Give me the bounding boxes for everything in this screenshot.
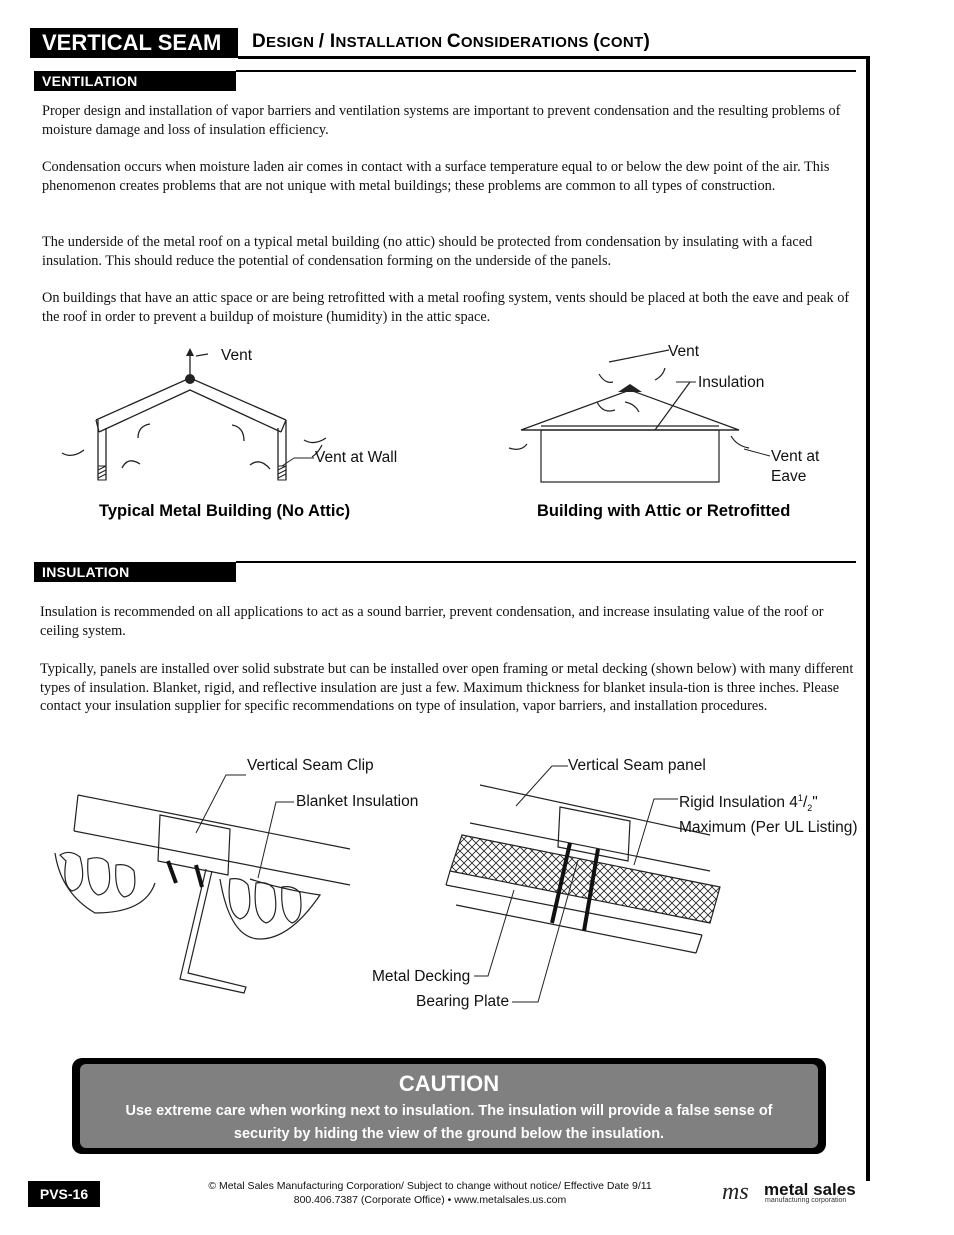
- footer-text: [180, 1179, 680, 1207]
- vent-label: Vent: [221, 347, 253, 364]
- vent-label: Vent: [668, 343, 700, 360]
- insulation-heading: INSULATION: [34, 562, 236, 582]
- figure-caption: Building with Attic or Retrofitted: [537, 502, 791, 520]
- footer-copyright: © Metal Sales Manufacturing Corporation/ Subject to change without notice/ Effective Date 9/11: [208, 1180, 652, 1192]
- insulation-label: Insulation: [698, 374, 765, 391]
- rigid-insulation-line1: Rigid Insulation $4^1/_2$": [679, 793, 818, 814]
- vent-at-eave-line1: Vent at: [771, 448, 820, 465]
- company-logo: ms metal sales manufacturing corporation: [722, 1179, 856, 1205]
- rigid-leader: [634, 797, 678, 867]
- blanket-insulation-label: Blanket Insulation: [296, 793, 419, 810]
- metal-building-diagram: [50, 340, 380, 490]
- metal-decking-label: Metal Decking: [372, 968, 471, 985]
- decking-leader: [474, 888, 516, 978]
- frame-top-rule: [238, 56, 870, 59]
- blanket-leader: [258, 800, 298, 880]
- vertical-seam-panel-label: Vertical Seam panel: [568, 757, 706, 774]
- insulation-paragraph: Insulation is recommended on all applications to act as a sound barrier, prevent condensation, and increase insulating value of the roof or ceiling system.: [40, 604, 824, 639]
- ventilation-paragraph: On buildings that have an attic space or are being retrofitted with a metal roofing system, vents should be placed at both the eave and peak of the roof in order to prevent a buildup of moisture (humidity) in the attic space.: [42, 290, 850, 325]
- ventilation-paragraph: Proper design and installation of vapor barriers and ventilation systems are important to prevent condensation and the resulting problems of moisture damage and loss of insulation efficiency.: [42, 103, 841, 138]
- clip-leader: [196, 765, 246, 835]
- caution-text: Use extreme care when working next to insulation. The insulation will provide a false sense of security by hiding the view of the ground below the insulation.: [125, 1103, 773, 1142]
- page-title: DESIGN / INSTALLATION CONSIDERATIONS (CONT): [252, 31, 651, 52]
- ventilation-paragraph: The underside of the metal roof on a typical metal building (no attic) should be protected from condensation by insulating with a faced insulation. This should reduce the potential of condensation forming on the underside of the panels.: [42, 234, 813, 269]
- bearing-plate-label: Bearing Plate: [416, 993, 510, 1010]
- insulation-rule: [236, 561, 856, 563]
- insulation-paragraph: Typically, panels are installed over solid substrate but can be installed over open framing or metal decking (shown below) with many different types of insulation. Blanket, rigid, and reflective insulation are just a few. Maximum thickness for blanket insula-tion is three inches. Please contact your insulation supplier for specific recommendations on type of insulation, vapor barriers, and installation procedures.: [40, 661, 854, 715]
- bearing-leader: [512, 858, 580, 1004]
- insulation-leader: [676, 381, 696, 391]
- page-number: PVS-16: [28, 1181, 100, 1207]
- rigid-insulation-line2: Maximum (Per UL Listing): [679, 819, 858, 837]
- ventilation-heading: VENTILATION: [34, 71, 236, 91]
- caution-box: [72, 1058, 826, 1154]
- vent-eave-leader: [744, 448, 774, 458]
- vertical-seam-clip-label: Vertical Seam Clip: [247, 757, 374, 774]
- figure-caption: Typical Metal Building (No Attic): [99, 502, 351, 520]
- vent-at-eave-line2: Eave: [771, 468, 807, 485]
- frame-right-rule: [866, 56, 870, 1181]
- rigid-insulation-label: [679, 789, 858, 837]
- footer-contact: 800.406.7387 (Corporate Office) • www.metalsales.us.com: [293, 1194, 567, 1206]
- vent-at-eave-label: [771, 447, 819, 487]
- ventilation-paragraph: Condensation occurs when moisture laden air comes in contact with a surface temperature equal to or below the dew point of the air. This phenomenon creates problems that are not unique with metal buildings; these problems are common to all types of construction.: [42, 159, 830, 194]
- product-title: VERTICAL SEAM: [30, 28, 238, 58]
- vent-at-wall-label: Vent at Wall: [315, 449, 398, 466]
- vent-wall-leader: [282, 450, 322, 470]
- ventilation-rule: [236, 70, 856, 72]
- panel-leader: [516, 764, 568, 808]
- caution-title: CAUTION: [398, 1071, 500, 1096]
